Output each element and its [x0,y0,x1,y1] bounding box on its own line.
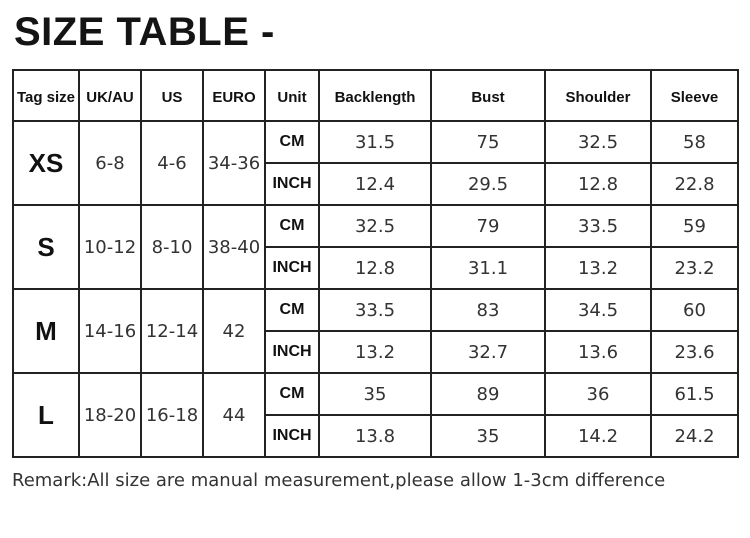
table-row [13,205,738,247]
bust-cm-cell: 79 [431,205,545,247]
header-uk-au: UK/AU [79,70,141,121]
backlength-cm-cell: 33.5 [319,289,431,331]
shoulder-inch-cell: 13.2 [545,247,651,289]
backlength-inch-cell: 12.8 [319,247,431,289]
uk-au-cell: 18-20 [79,373,141,457]
header-euro: EURO [203,70,265,121]
sleeve-inch-cell: 23.2 [651,247,738,289]
sleeve-cm-cell: 59 [651,205,738,247]
unit-cell-inch: INCH [265,163,319,205]
header-bust: Bust [431,70,545,121]
sleeve-inch-cell: 22.8 [651,163,738,205]
shoulder-cm-cell: 32.5 [545,121,651,163]
sleeve-cm-cell: 61.5 [651,373,738,415]
header-backlength: Backlength [319,70,431,121]
uk-au-cell: 14-16 [79,289,141,373]
bust-inch-cell: 31.1 [431,247,545,289]
backlength-inch-cell: 12.4 [319,163,431,205]
bust-inch-cell: 35 [431,415,545,457]
unit-cell-cm: CM [265,121,319,163]
backlength-cm-cell: 32.5 [319,205,431,247]
euro-cell: 44 [203,373,265,457]
unit-cell-inch: INCH [265,247,319,289]
tag-size-cell: L [13,373,79,457]
unit-cell-inch: INCH [265,331,319,373]
tag-size-cell: M [13,289,79,373]
shoulder-cm-cell: 34.5 [545,289,651,331]
unit-cell-cm: CM [265,205,319,247]
backlength-inch-cell: 13.2 [319,331,431,373]
us-cell: 12-14 [141,289,203,373]
header-us: US [141,70,203,121]
tag-size-cell: XS [13,121,79,205]
us-cell: 16-18 [141,373,203,457]
shoulder-cm-cell: 36 [545,373,651,415]
unit-cell-inch: INCH [265,415,319,457]
header-shoulder: Shoulder [545,70,651,121]
bust-cm-cell: 89 [431,373,545,415]
uk-au-cell: 6-8 [79,121,141,205]
shoulder-cm-cell: 33.5 [545,205,651,247]
sleeve-inch-cell: 24.2 [651,415,738,457]
us-cell: 8-10 [141,205,203,289]
sleeve-cm-cell: 60 [651,289,738,331]
shoulder-inch-cell: 14.2 [545,415,651,457]
euro-cell: 38-40 [203,205,265,289]
us-cell: 4-6 [141,121,203,205]
size-table [12,69,739,458]
sleeve-cm-cell: 58 [651,121,738,163]
table-header-row [13,70,738,121]
shoulder-inch-cell: 13.6 [545,331,651,373]
tag-size-cell: S [13,205,79,289]
backlength-cm-cell: 31.5 [319,121,431,163]
bust-inch-cell: 29.5 [431,163,545,205]
shoulder-inch-cell: 12.8 [545,163,651,205]
euro-cell: 42 [203,289,265,373]
page-title: SIZE TABLE - [14,10,275,54]
table-row [13,373,738,415]
header-unit: Unit [265,70,319,121]
table-row [13,289,738,331]
bust-inch-cell: 32.7 [431,331,545,373]
header-sleeve: Sleeve [651,70,738,121]
unit-cell-cm: CM [265,289,319,331]
remark-note: Remark:All size are manual measurement,please allow 1-3cm difference [12,470,666,491]
euro-cell: 34-36 [203,121,265,205]
bust-cm-cell: 75 [431,121,545,163]
sleeve-inch-cell: 23.6 [651,331,738,373]
header-tag-size: Tag size [13,70,79,121]
table-row [13,121,738,163]
bust-cm-cell: 83 [431,289,545,331]
unit-cell-cm: CM [265,373,319,415]
backlength-cm-cell: 35 [319,373,431,415]
uk-au-cell: 10-12 [79,205,141,289]
backlength-inch-cell: 13.8 [319,415,431,457]
